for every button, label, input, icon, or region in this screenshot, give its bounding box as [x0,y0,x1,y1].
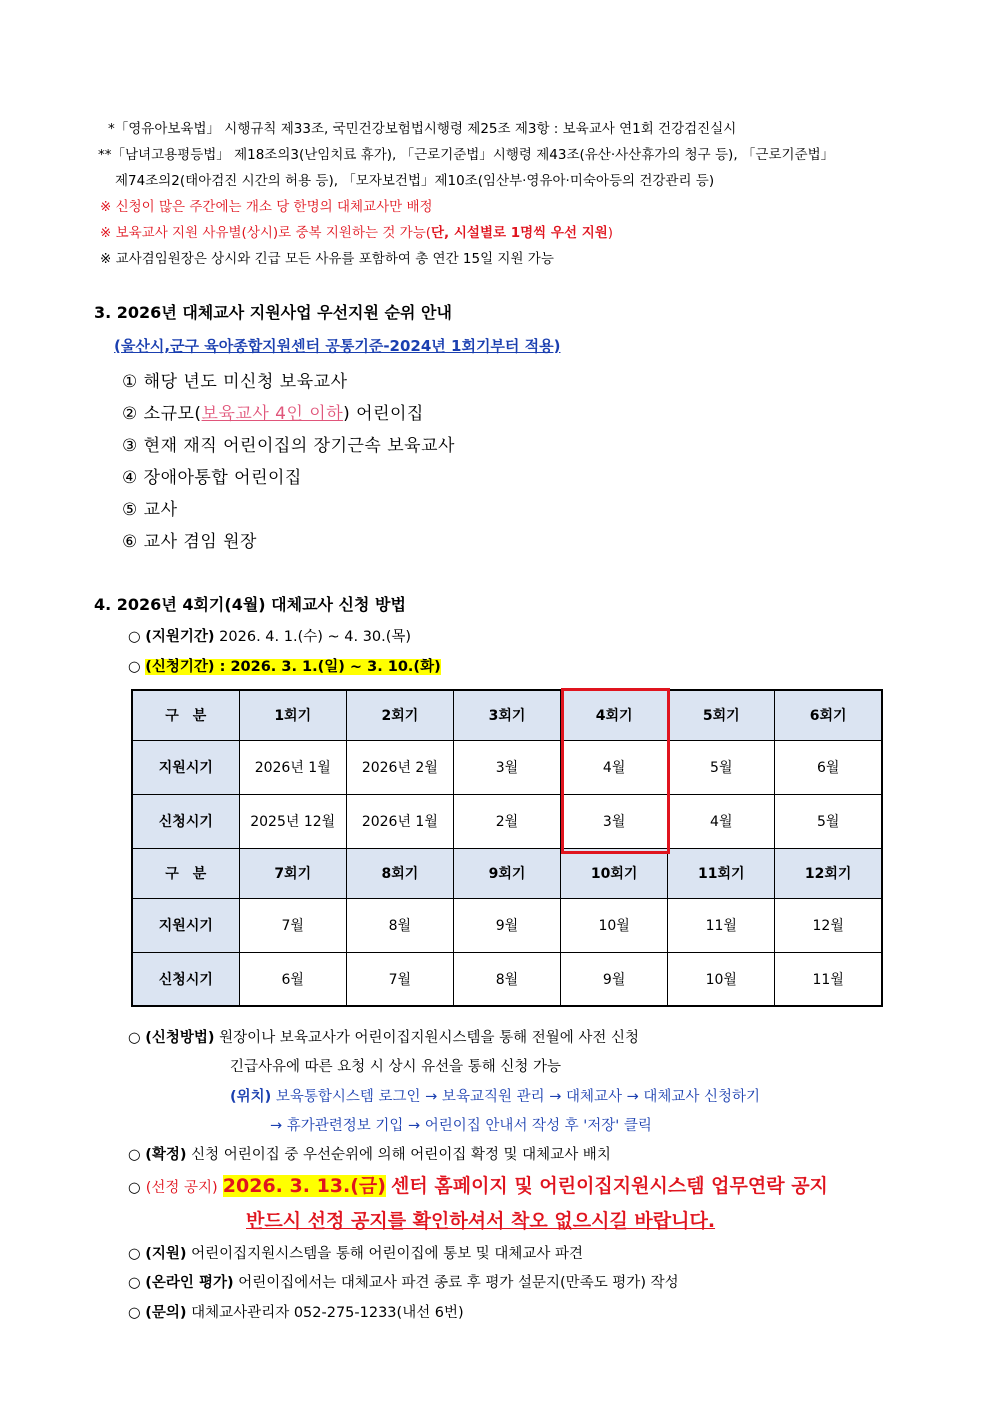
table-row [132,740,882,794]
support [128,1242,583,1263]
table-cell: 12월 [775,898,882,952]
table-cell: 5월 [668,740,775,794]
table-cell: 6월 [775,740,882,794]
table-cell: 9월 [453,898,560,952]
table-row-header: 지원시기 [132,740,239,794]
selection-notice [128,1171,828,1198]
selection-notice-label: (선정 공지) [145,1180,218,1196]
apply-period [128,655,441,676]
note-labor-law: **「남녀고용평등법」 제18조의3(난임치료 휴가), 「근로기준법」시행령 제43조(유산·사산휴가의 청구 등), 「근로기준법」 [98,147,835,163]
table-row [132,952,882,1006]
apply-location-line2: → 휴가관련정보 기입 → 어린이집 안내서 작성 후 '저장' 클릭 [270,1118,652,1134]
table-cell: 4월 [668,794,775,848]
table-header-cell: 6회기 [775,690,882,740]
bullet: ○ [128,629,141,645]
table-cell: 11월 [668,898,775,952]
table-header-cell: 2회기 [346,690,453,740]
support-label: (지원) [145,1246,187,1262]
note-duplicate-emphasis: 단, 시설별로 1명씩 우선 지원 [431,225,608,241]
priority-item-1: ① 해당 년도 미신청 보육교사 [122,372,348,392]
table-cell: 11월 [775,952,882,1006]
table-cell: 7월 [346,952,453,1006]
apply-method [128,1026,639,1047]
table-row-header: 신청시기 [132,794,239,848]
table-cell: 9월 [561,952,668,1006]
table-row [132,794,882,848]
note-duplicate-close: ) [607,225,614,241]
table-row [132,690,882,740]
priority-item-2-emphasis: 보육교사 4인 이하 [201,404,344,424]
bullet: ○ [128,1147,141,1163]
table-cell: 2026년 2월 [346,740,453,794]
table-row [132,898,882,952]
bullet: ○ [128,1246,141,1262]
table-header-cell: 12회기 [775,848,882,898]
table-cell: 3월 [561,794,668,848]
table-cell: 8월 [346,898,453,952]
priority-item-2-prefix: ② 소규모( [122,404,202,424]
table-cell: 4월 [561,740,668,794]
apply-method-line2: 긴급사유에 따른 요청 시 상시 유선을 통해 신청 가능 [230,1059,562,1075]
table-row-header: 신청시기 [132,952,239,1006]
support-period-label: (지원기간) [145,629,215,645]
inquiry [128,1301,464,1322]
table-header-cell: 11회기 [668,848,775,898]
selection-notice-date: 2026. 3. 13.(금) [222,1175,386,1197]
note-duplicate-support [100,221,613,241]
table-cell: 8월 [453,952,560,1006]
table-cell: 10월 [668,952,775,1006]
section3-subtitle: (울산시,군구 육아종합지원센터 공통기준-2024년 1회기부터 적용) [114,337,561,355]
table-header-cell: 9회기 [453,848,560,898]
section4-title: 4. 2026년 4회기(4월) 대체교사 신청 방법 [94,595,406,614]
apply-method-label: (신청방법) [145,1030,215,1046]
table-cell: 10월 [561,898,668,952]
apply-period-text: (신청기간) : 2026. 3. 1.(일) ~ 3. 10.(화) [145,659,441,675]
table-header-cell: 5회기 [668,690,775,740]
priority-item-2 [122,399,424,424]
note-duplicate-text: ※ 보육교사 지원 사유별(상시)로 중복 지원하는 것 가능( [100,225,432,241]
online-evaluation [128,1271,679,1292]
table-cell: 7월 [239,898,346,952]
inquiry-text: 대체교사관리자 052-275-1233(내선 6번) [191,1305,464,1321]
schedule-table [131,689,883,1007]
section3-title: 3. 2026년 대체교사 지원사업 우선지원 순위 안내 [94,303,452,322]
bullet: ○ [128,1275,141,1291]
table-cell: 2026년 1월 [346,794,453,848]
apply-method-line1: 원장이나 보육교사가 어린이집지원시스템을 통해 전월에 사전 신청 [219,1030,640,1046]
bullet: ○ [128,1030,141,1046]
priority-item-5: ⑤ 교사 [122,500,178,520]
confirm [128,1143,611,1164]
table-cell: 6월 [239,952,346,1006]
table-row [132,848,882,898]
support-period-value: 2026. 4. 1.(수) ~ 4. 30.(목) [219,629,412,645]
table-cell: 2025년 12월 [239,794,346,848]
table-cell: 2026년 1월 [239,740,346,794]
table-header-cell: 7회기 [239,848,346,898]
bullet: ○ [128,1180,141,1196]
bullet: ○ [128,659,141,675]
note-one-per-site: ※ 신청이 많은 주간에는 개소 당 한명의 대체교사만 배정 [100,199,433,215]
bullet: ○ [128,1305,141,1321]
apply-location [230,1085,760,1106]
confirm-label: (확정) [145,1147,187,1163]
confirm-text: 신청 어린이집 중 우선순위에 의해 어린이집 확정 및 대체교사 배치 [191,1147,611,1163]
table-header-cell: 3회기 [453,690,560,740]
apply-location-label: (위치) [230,1089,272,1105]
table-cell: 3월 [453,740,560,794]
table-cell: 2월 [453,794,560,848]
selection-notice-text: 센터 홈페이지 및 어린이집지원시스템 업무연락 공지 [391,1175,828,1197]
table-row-header: 지원시기 [132,898,239,952]
table-header-cell: 구 분 [132,690,239,740]
table-header-cell: 4회기 [561,690,668,740]
note-health-check: *「영유아보육법」 시행규칙 제33조, 국민건강보험법시행령 제25조 제3항 : 보육교사 연1회 건강검진실시 [108,121,737,137]
priority-item-2-suffix: ) 어린이집 [343,404,424,424]
support-period [128,625,411,646]
support-text: 어린이집지원시스템을 통해 어린이집에 통보 및 대체교사 파견 [191,1246,583,1262]
online-evaluation-label: (온라인 평가) [145,1275,234,1291]
selection-notice-warning: 반드시 선정 공지를 확인하셔서 착오 없으시길 바랍니다. [246,1210,716,1232]
table-cell: 5월 [775,794,882,848]
table-header-cell: 8회기 [346,848,453,898]
inquiry-label: (문의) [145,1305,187,1321]
table-header-cell: 구 분 [132,848,239,898]
table-header-cell: 1회기 [239,690,346,740]
online-evaluation-text: 어린이집에서는 대체교사 파견 종료 후 평가 설문지(만족도 평가) 작성 [238,1275,679,1291]
note-maternal-law: 제74조의2(태아검진 시간의 허용 등), 「모자보건법」제10조(임산부·영유아·미숙아등의 건강관리 등) [115,173,715,189]
apply-location-line1: 보육통합시스템 로그인 → 보육교직원 관리 → 대체교사 → 대체교사 신청하기 [275,1089,761,1105]
table-header-cell: 10회기 [561,848,668,898]
priority-item-6: ⑥ 교사 겸임 원장 [122,532,257,552]
note-director-teacher: ※ 교사겸임원장은 상시와 긴급 모든 사유를 포함하여 총 연간 15일 지원 가능 [100,251,554,267]
priority-item-3: ③ 현재 재직 어린이집의 장기근속 보육교사 [122,436,455,456]
priority-item-4: ④ 장애아통합 어린이집 [122,468,302,488]
